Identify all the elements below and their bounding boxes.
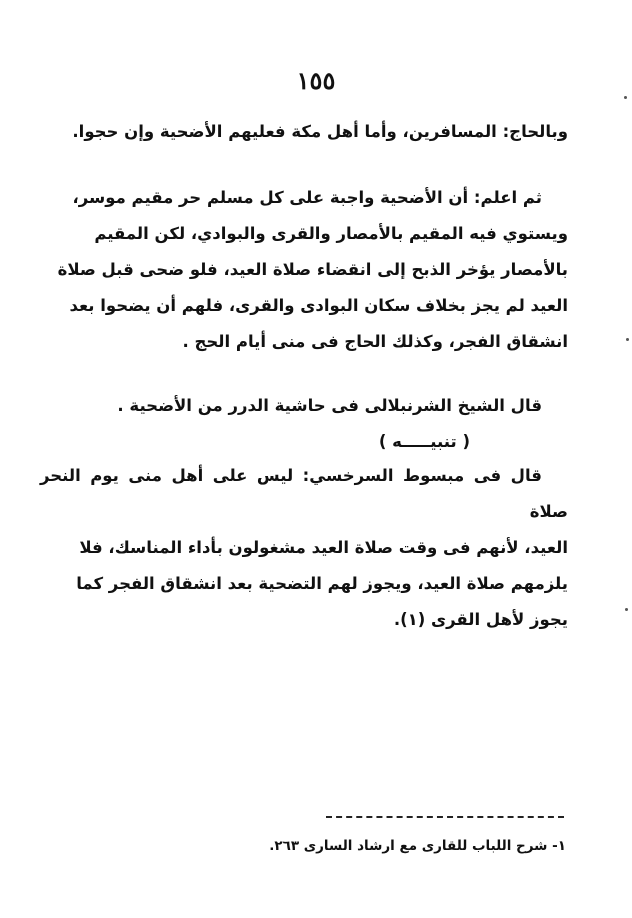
text-line: العيد، لأنهم فى وقت صلاة العيد مشغولون بأداء المناسك، فلا bbox=[79, 538, 568, 557]
paragraph-pilgrims bbox=[40, 114, 568, 150]
page-number: ١٥٥ bbox=[296, 66, 336, 95]
scan-speck bbox=[626, 338, 629, 341]
text-line: يلزمهم صلاة العيد، ويجوز لهم التضحية بعد انشقاق الفجر كما bbox=[76, 574, 568, 593]
text-line: وبالحاج: المسافرين، وأما أهل مكة فعليهم الأضحية وإن حجوا. bbox=[72, 122, 568, 141]
scan-speck bbox=[625, 608, 628, 611]
paragraph-shurunbulali-quote bbox=[40, 388, 568, 460]
footnote: ١- شرح اللباب للقارى مع ارشاد السارى ٢٦٣. bbox=[269, 838, 566, 854]
paragraph-udhiya-obligation bbox=[40, 180, 568, 360]
text-line: قال الشيخ الشرنبلالى فى حاشية الدرر من الأضحية . bbox=[117, 396, 542, 415]
text-line: ثم اعلم: أن الأضحية واجبة على كل مسلم حر مقيم موسر، bbox=[72, 188, 542, 207]
text-line: العيد لم يجز بخلاف سكان البوادى والقرى، فلهم أن يضحوا بعد bbox=[69, 296, 568, 315]
text-line: بالأمصار يؤخر الذبح إلى انقضاء صلاة العيد، فلو ضحى قبل صلاة bbox=[57, 260, 568, 279]
footnote-separator bbox=[326, 816, 564, 818]
text-line: انشقاق الفجر، وكذلك الحاج فى منى أيام الحج . bbox=[182, 332, 568, 351]
scan-speck bbox=[624, 96, 627, 99]
text-line: ويستوي فيه المقيم بالأمصار والقرى والبوادي، لكن المقيم bbox=[94, 224, 568, 243]
text-line: يجوز لأهل القرى (١). bbox=[393, 610, 568, 629]
notice-heading: ( تنبيـــــه ) bbox=[378, 432, 470, 451]
text-line: قال فى مبسوط السرخسي: ليس على أهل منى يوم النحر صلاة bbox=[40, 466, 568, 521]
paragraph-sarakhsi-quote bbox=[40, 458, 568, 638]
notice-heading-line bbox=[40, 424, 568, 460]
